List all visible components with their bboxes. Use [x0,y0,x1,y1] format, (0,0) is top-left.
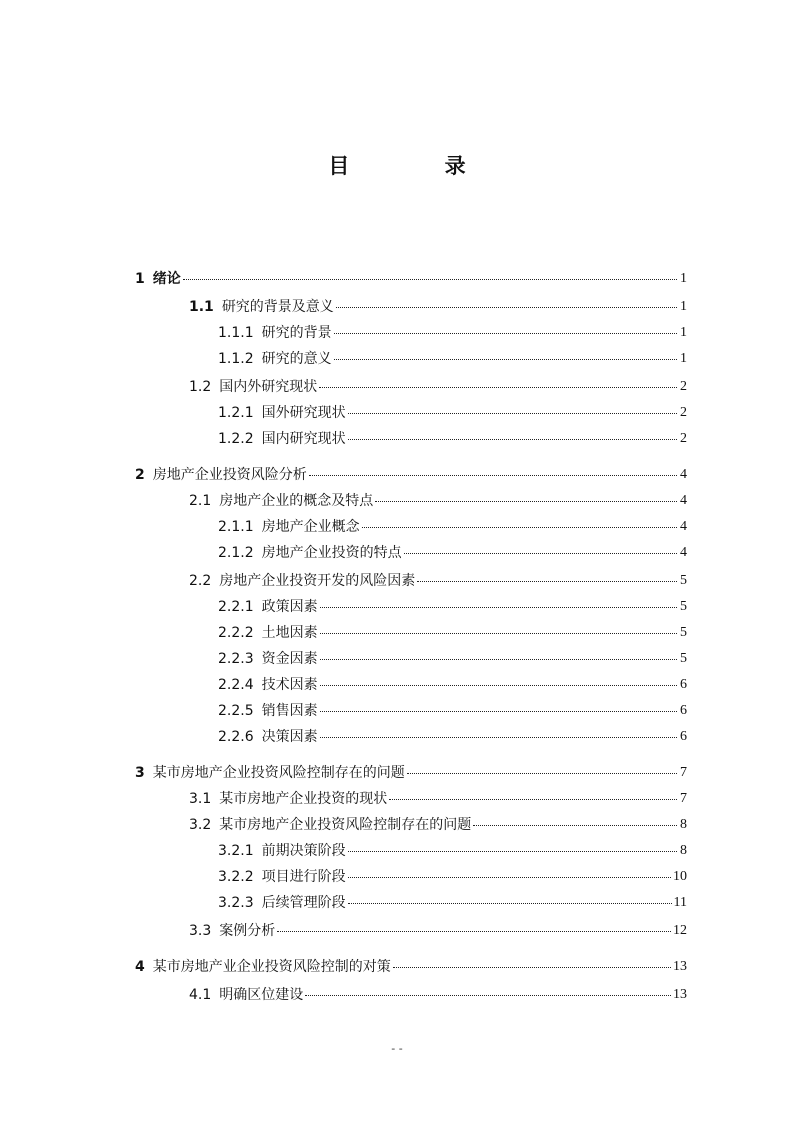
toc-leader-dots [320,736,677,738]
toc-entry-title: 某市房地产企业投资的现状 [219,791,388,807]
toc-entry-number: 1.1.2 [218,351,254,367]
toc-entry-title: 国内外研究现状 [219,379,318,395]
toc-entry[interactable] [218,834,687,860]
toc-leader-dots [334,358,677,360]
toc-leader-dots [407,772,677,774]
toc-leader-dots [320,684,677,686]
toc-entry[interactable] [218,396,687,422]
page-footer: - - [391,1042,403,1055]
toc-entry-number: 4 [135,959,145,975]
toc-entry-title: 某市房地产业企业投资风险控制的对策 [152,959,391,975]
toc-entry-page-number: 4 [680,545,687,560]
toc-entry-title: 某市房地产企业投资风险控制存在的问题 [152,765,405,781]
toc-entry-number: 3.2 [189,817,212,833]
toc-leader-dots [277,930,671,932]
toc-entry-title: 研究的背景及意义 [221,299,334,315]
toc-entry-title: 房地产企业投资风险分析 [152,467,307,483]
toc-entry[interactable] [218,642,687,668]
toc-entry-page-number: 1 [680,271,687,286]
toc-entry-page-number: 6 [680,729,687,744]
toc-leader-dots [348,902,672,904]
toc-leader-dots [320,710,677,712]
toc-entry[interactable] [218,422,687,448]
toc-entry-page-number: 4 [680,493,687,508]
toc-entry-title: 政策因素 [261,599,318,615]
toc-entry-page-number: 5 [680,651,687,666]
toc-entry[interactable] [218,886,687,912]
toc-entry-number: 1.2 [189,379,212,395]
toc-leader-dots [320,632,677,634]
toc-leader-dots [183,278,677,280]
toc-leader-dots [375,500,677,502]
toc-entry-number: 2.2.4 [218,677,254,693]
toc-entry-page-number: 13 [673,959,687,974]
toc-entry-title: 技术因素 [261,677,318,693]
page-title: 目 录 [328,154,510,178]
toc-entry-page-number: 4 [680,519,687,534]
toc-entry-number: 3.2.3 [218,895,254,911]
toc-entry-number: 4.1 [189,987,212,1003]
toc-entry-number: 3.3 [189,923,212,939]
toc-entry[interactable] [189,978,687,1004]
toc-entry[interactable] [218,616,687,642]
toc-leader-dots [404,552,677,554]
toc-entry-page-number: 2 [680,431,687,446]
toc-leader-dots [348,412,677,414]
toc-entry-title: 国外研究现状 [261,405,346,421]
toc-entry-title: 房地产企业概念 [261,519,360,535]
toc-entry-page-number: 10 [673,869,687,884]
toc-leader-dots [309,474,677,476]
toc-entry-page-number: 7 [680,791,687,806]
toc-entry-title: 房地产企业的概念及特点 [219,493,374,509]
toc-entry-page-number: 6 [680,677,687,692]
toc-entry-title: 研究的背景 [261,325,332,341]
toc-leader-dots [473,824,677,826]
toc-entry-page-number: 11 [673,895,687,910]
toc-entry-title: 明确区位建设 [219,987,304,1003]
toc-entry-number: 3.1 [189,791,212,807]
toc-entry-number: 2.1.2 [218,545,254,561]
toc-entry-title: 决策因素 [261,729,318,745]
toc-entry-number: 2.2.6 [218,729,254,745]
toc-entry-page-number: 5 [680,625,687,640]
toc-entry[interactable] [189,808,687,834]
toc-entry-number: 2.2.3 [218,651,254,667]
toc-entry-number: 2.2.2 [218,625,254,641]
toc-entry[interactable] [135,458,687,484]
toc-entry-title: 房地产企业投资开发的风险因素 [219,573,416,589]
toc-entry-page-number: 4 [680,467,687,482]
toc-leader-dots [348,876,671,878]
toc-entry-title: 销售因素 [261,703,318,719]
toc-entry[interactable] [218,342,687,368]
toc-entry-page-number: 6 [680,703,687,718]
toc-entry[interactable] [218,694,687,720]
toc-entry-number: 1.2.1 [218,405,254,421]
toc-entry-title: 前期决策阶段 [261,843,346,859]
toc-entry[interactable] [218,720,687,746]
toc-entry-number: 3.2.2 [218,869,254,885]
toc-leader-dots [393,966,671,968]
toc-entry[interactable] [218,536,687,562]
toc-entry-number: 1.1.1 [218,325,254,341]
toc-leader-dots [348,850,677,852]
toc-leader-dots [362,526,677,528]
toc-entry[interactable] [189,484,687,510]
toc-entry[interactable] [135,262,687,288]
toc-entry-number: 2.2.1 [218,599,254,615]
toc-leader-dots [336,306,677,308]
toc-entry-page-number: 12 [673,923,687,938]
toc-entry-page-number: 8 [680,843,687,858]
toc-entry[interactable] [218,590,687,616]
toc-entry-page-number: 2 [680,379,687,394]
toc-entry-title: 后续管理阶段 [261,895,346,911]
toc-entry-title: 项目进行阶段 [261,869,346,885]
toc-leader-dots [417,580,677,582]
toc-entry-page-number: 5 [680,573,687,588]
toc-leader-dots [348,438,677,440]
toc-leader-dots [320,606,677,608]
toc-entry-title: 研究的意义 [261,351,332,367]
toc-entry[interactable] [218,860,687,886]
toc-entry[interactable] [135,756,687,782]
toc-entry[interactable] [189,782,687,808]
toc-entry-title: 案例分析 [219,923,276,939]
toc-entry-page-number: 13 [673,987,687,1002]
toc-entry-page-number: 1 [680,351,687,366]
toc-entry-number: 2.1 [189,493,212,509]
toc-entry-number: 1 [135,271,145,287]
toc-leader-dots [320,658,677,660]
toc-entry-page-number: 5 [680,599,687,614]
toc-entry[interactable] [135,950,687,976]
toc-entry[interactable] [189,290,687,316]
toc-entry-number: 2.1.1 [218,519,254,535]
toc-entry-title: 国内研究现状 [261,431,346,447]
toc-entry-title: 土地因素 [261,625,318,641]
toc-entry[interactable] [218,510,687,536]
toc-entry[interactable] [189,370,687,396]
toc-leader-dots [334,332,677,334]
toc-entry-number: 2.2 [189,573,212,589]
toc-leader-dots [305,994,671,996]
toc-leader-dots [319,386,677,388]
toc-entry-title: 房地产企业投资的特点 [261,545,402,561]
toc-entry[interactable] [189,564,687,590]
toc-entry-page-number: 7 [680,765,687,780]
toc-entry[interactable] [189,914,687,940]
toc-entry-number: 3 [135,765,145,781]
toc-entry[interactable] [218,316,687,342]
toc-entry-page-number: 1 [680,299,687,314]
toc-entry-page-number: 1 [680,325,687,340]
toc-entry-number: 2 [135,467,145,483]
toc-entry-number: 1.1 [189,299,214,315]
toc-entry-page-number: 2 [680,405,687,420]
toc-entry-title: 绪论 [152,271,181,287]
toc-entry-title: 某市房地产企业投资风险控制存在的问题 [219,817,472,833]
toc-entry-number: 2.2.5 [218,703,254,719]
toc-entry[interactable] [218,668,687,694]
toc-entry-title: 资金因素 [261,651,318,667]
toc-leader-dots [389,798,677,800]
toc-entry-number: 1.2.2 [218,431,254,447]
toc-entry-number: 3.2.1 [218,843,254,859]
toc-entry-page-number: 8 [680,817,687,832]
